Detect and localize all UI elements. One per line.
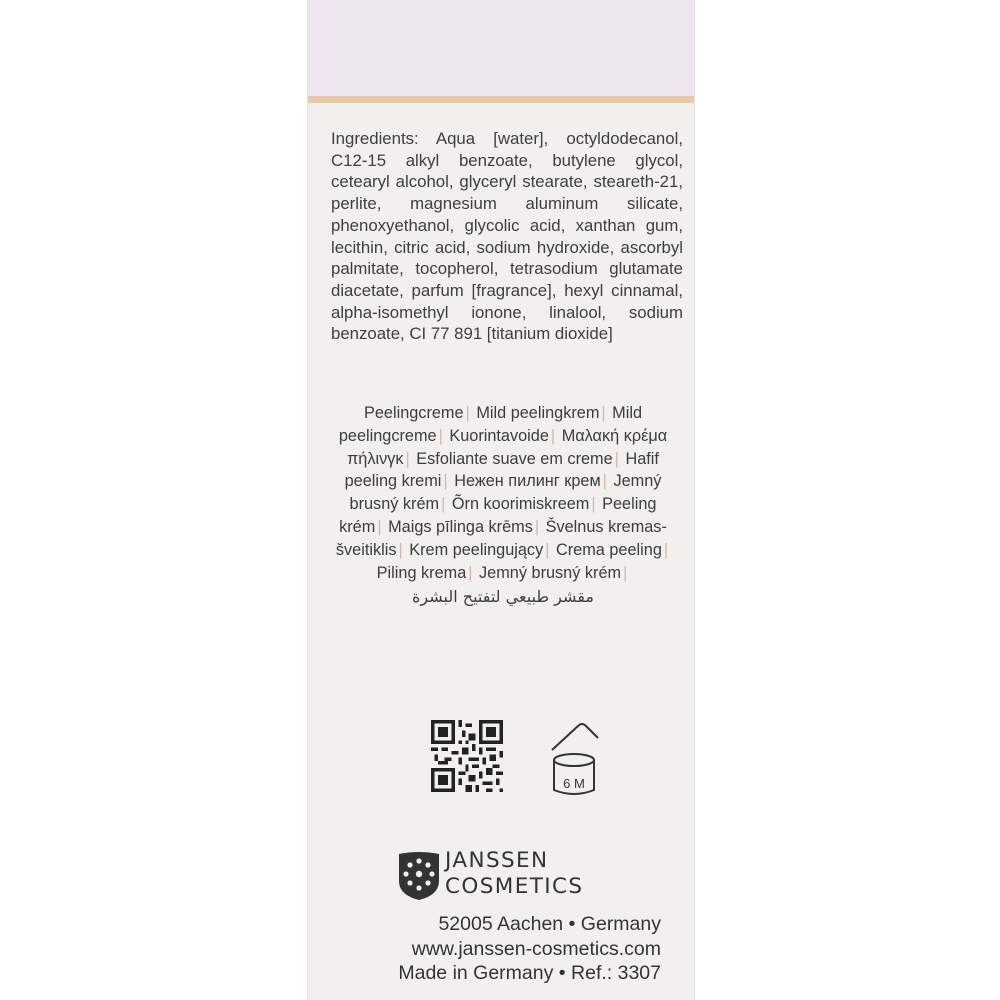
name-separator: | — [443, 472, 448, 491]
ingredients-text: Ingredients: Aqua [water], octyldodecanol, C12-15 alkyl benzoate, butylene glycol, cetearyl alcohol, glyceryl stearate, steareth-21, perlite, magnesium aluminum silicate, phenoxyethanol, glycolic acid, xanthan gum, lecithin, citric acid, sodium hydroxide, ascorbyl palmitate, tocopherol, tetrasodium glutamate diacetate, parfum [fragrance], hexyl cinnamal, alpha-isomethyl ionone, linalool, sodium benzoate, CI 77 891 [titanium dioxide] — [331, 129, 683, 344]
product-name: Peeling krém — [339, 495, 657, 536]
qr-code — [431, 720, 503, 792]
package-panel — [307, 0, 695, 1000]
product-name: Kuorintavoide — [449, 426, 549, 445]
product-name: Jemný brusný krém — [479, 563, 622, 582]
name-separator: | — [468, 563, 473, 582]
name-separator: | — [438, 426, 443, 445]
product-name: Piling krema — [376, 563, 467, 582]
name-separator: | — [623, 563, 628, 582]
product-name: Μαλακή κρέμα πήλινγκ — [347, 426, 668, 468]
product-name-arabic: مقشر طبيعي لتفتيح البشرة — [412, 587, 594, 607]
brand-line-1: JANSSEN — [445, 848, 549, 873]
manufacturer-address — [398, 912, 661, 986]
product-name: Švelnus kremas-šveitiklis — [335, 517, 667, 559]
brand-name — [445, 848, 583, 900]
product-name: Õrn koorimiskreem — [451, 495, 590, 514]
product-name: Esfoliante suave em creme — [416, 449, 613, 468]
name-separator: | — [441, 495, 446, 514]
product-name: Peelingcreme — [363, 404, 464, 422]
name-separator: | — [602, 472, 607, 491]
name-separator: | — [465, 404, 470, 422]
address-website[interactable]: www.janssen-cosmetics.com — [411, 937, 661, 960]
name-separator: | — [663, 540, 669, 559]
pao-label: 6 M — [563, 776, 585, 791]
name-separator: | — [534, 517, 540, 536]
brand-line-2: COSMETICS — [445, 874, 584, 899]
name-separator: | — [591, 495, 596, 514]
name-separator: | — [550, 426, 556, 445]
product-name: Mild peelingkrem — [476, 404, 600, 422]
address-origin-ref: Made in Germany • Ref.: 3307 — [398, 962, 661, 984]
product-name: Нежен пилинг крем — [454, 472, 601, 491]
name-separator: | — [545, 540, 550, 559]
name-separator: | — [614, 449, 619, 468]
product-names-flow — [336, 404, 670, 582]
product-name: Jemný brusný krém — [349, 472, 662, 514]
product-name: Crema peeling — [555, 540, 662, 559]
address-city: 52005 Aachen • Germany — [438, 913, 661, 935]
product-name: Mild peelingcreme — [338, 404, 643, 445]
product-names-list — [328, 402, 678, 609]
top-color-band — [308, 0, 694, 96]
name-separator: | — [398, 540, 403, 559]
product-name: Maigs pīlinga krēms — [388, 517, 533, 536]
open-jar-icon — [544, 718, 604, 800]
product-name: Hafif peeling kremi — [344, 449, 659, 491]
name-separator: | — [601, 404, 606, 422]
accent-stripe — [308, 96, 694, 103]
janssen-crest-icon — [397, 851, 441, 901]
product-name: Krem peelingujący — [409, 540, 544, 559]
name-separator: | — [405, 449, 410, 468]
name-separator: | — [377, 517, 382, 536]
